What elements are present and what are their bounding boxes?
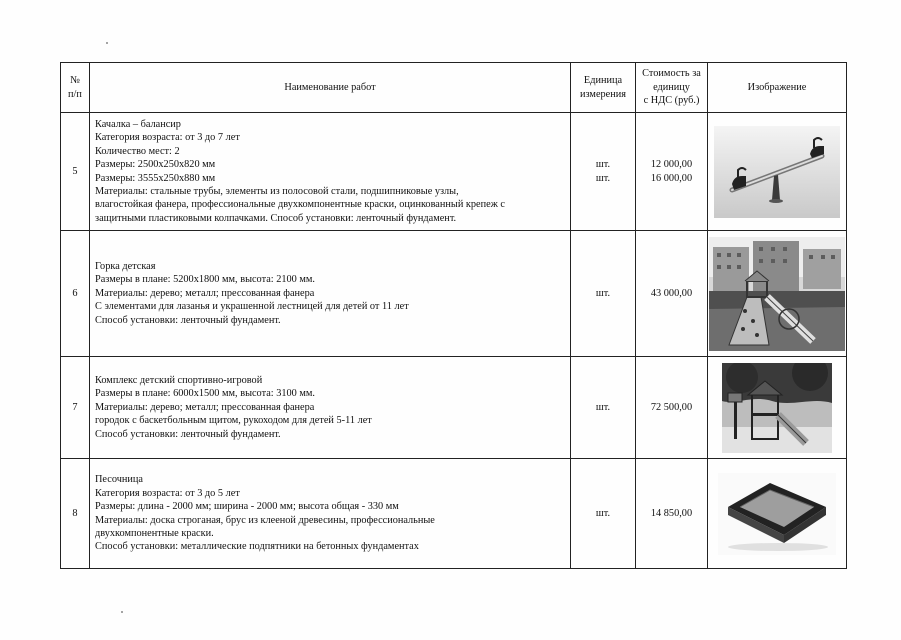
row-image <box>708 357 847 459</box>
sandbox-image <box>718 473 836 555</box>
row-description: Песочница Категория возраста: от 3 до 5 лет Размеры: длина - 2000 мм; ширина - 2000 мм; высота общая - 330 мм Материалы: доска строганая, брус из клееной древесины, профессиональные двухкомпонентные краски. Способ установки: металлические подпятники на бетонных фундаментах <box>90 459 571 569</box>
row-unit: шт. шт. <box>571 113 636 231</box>
seesaw-image <box>714 126 840 218</box>
row-price: 43 000,00 <box>636 231 708 357</box>
table-row <box>61 231 847 357</box>
row-description: Горка детская Размеры в плане: 5200х1800 мм, высота: 2100 мм. Материалы: дерево; металл; прессованная фанера С элементами для лазанья и украшенной лестницей для детей от 11 лет Способ установки: ленточный фундамент. <box>90 231 571 357</box>
header-image: Изображение <box>708 63 847 113</box>
row-image <box>708 459 847 569</box>
row-image <box>708 231 847 357</box>
row-image <box>708 113 847 231</box>
table-row <box>61 357 847 459</box>
works-table <box>60 62 847 569</box>
table-row <box>61 113 847 231</box>
table-header-row <box>61 63 847 113</box>
row-number: 5 <box>61 113 90 231</box>
header-price: Стоимость за единицу с НДС (руб.) <box>636 63 708 113</box>
row-unit: шт. <box>571 231 636 357</box>
row-number: 7 <box>61 357 90 459</box>
header-unit: Единица измерения <box>571 63 636 113</box>
row-price: 14 850,00 <box>636 459 708 569</box>
row-unit: шт. <box>571 357 636 459</box>
row-price: 72 500,00 <box>636 357 708 459</box>
table-row <box>61 459 847 569</box>
scan-speck <box>121 611 123 613</box>
row-description: Комплекс детский спортивно-игровой Размеры в плане: 6000х1500 мм, высота: 3100 мм. Материалы: дерево; металл; прессованная фанера городок с баскетбольным щитом, рукоходом для детей 5-11 лет Способ установки: ленточный фундамент. <box>90 357 571 459</box>
header-name: Наименование работ <box>90 63 571 113</box>
header-num: № п/п <box>61 63 90 113</box>
row-price: 12 000,00 16 000,00 <box>636 113 708 231</box>
slide-photo <box>709 237 845 351</box>
playground-complex-photo <box>722 363 832 453</box>
row-unit: шт. <box>571 459 636 569</box>
scan-speck <box>106 42 108 44</box>
row-number: 6 <box>61 231 90 357</box>
row-description: Качалка – балансир Категория возраста: от 3 до 7 лет Количество мест: 2 Размеры: 2500х250х820 мм Размеры: 3555х250х880 мм Материалы: стальные трубы, элементы из полосовой стали, подшипниковые узлы, влагостойкая фанера, профессиональные двухкомпонентные краски, оцинкованный крепеж с защитными пластиковыми колпачками. Способ установки: ленточный фундамент. <box>90 113 571 231</box>
row-number: 8 <box>61 459 90 569</box>
